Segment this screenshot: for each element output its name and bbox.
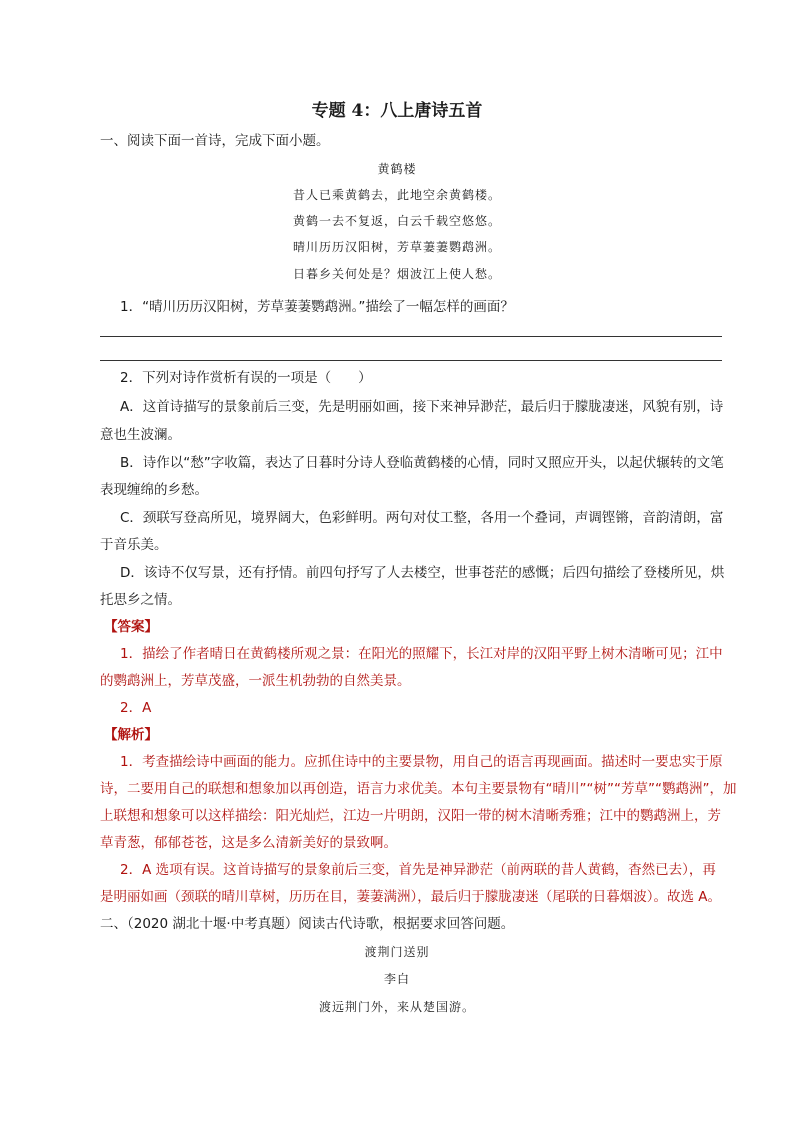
poem2-title: 渡荆门送别 bbox=[364, 945, 430, 959]
poem-line: 黄鹤一去不复返，白云千载空悠悠。 bbox=[292, 214, 501, 228]
answer-tag: 【答案】 bbox=[104, 619, 158, 635]
question-2: 2．下列对诗作赏析有误的一项是（ ） bbox=[120, 370, 372, 386]
poem-line: 日暮乡关何处是？烟波江上使人愁。 bbox=[292, 267, 501, 281]
option-b: B．诗作以“愁”字收篇，表达了日暮时分诗人登临黄鹤楼的心情，同时又照应开头，以起伏辗转的文笔 bbox=[120, 455, 724, 471]
analysis-1-line: 草青葱，郁郁苍苍，这是多么清新美好的景致啊。 bbox=[100, 835, 397, 851]
poem-title: 黄鹤楼 bbox=[377, 162, 417, 176]
analysis-2-line: 2．A 选项有误。这首诗描写的景象前后三变，首先是神异渺茫（前两联的昔人黄鹤，杳然已去），再 bbox=[120, 862, 716, 878]
question-1: 1．“晴川历历汉阳树，芳草萋萋鹦鹉洲。”描绘了一幅怎样的画面？ bbox=[120, 299, 514, 315]
answer-1: 1．描绘了作者晴日在黄鹤楼所观之景：在阳光的照耀下，长江对岸的汉阳平野上树木清晰可见；江中 bbox=[120, 646, 723, 662]
analysis-tag: 【解析】 bbox=[104, 727, 158, 743]
section2-intro: 二、（2020 湖北十堰·中考真题）阅读古代诗歌，根据要求回答问题。 bbox=[100, 916, 515, 932]
answer-1-cont: 的鹦鹉洲上，芳草茂盛，一派生机勃勃的自然美景。 bbox=[100, 673, 411, 689]
option-a: A．这首诗描写的景象前后三变，先是明丽如画，接下来神异渺茫，最后归于朦胧凄迷，风貌有别，诗 bbox=[120, 399, 724, 415]
poem2-author: 李白 bbox=[383, 972, 410, 986]
analysis-1-line: 1．考查描绘诗中画面的能力。应抓住诗中的主要景物，用自己的语言再现画面。描述时一要忠实于原 bbox=[120, 754, 723, 770]
option-d-cont: 托思乡之情。 bbox=[100, 592, 181, 608]
analysis-1-line: 上联想和想象可以这样描绘：阳光灿烂，江边一片明朗，汉阳一带的树木清晰秀雅；江中的鹦鹉洲上，芳 bbox=[100, 808, 721, 824]
poem2-line: 渡远荆门外，来从楚国游。 bbox=[318, 1000, 475, 1014]
answer-line bbox=[100, 336, 722, 337]
option-c-cont: 于音乐美。 bbox=[100, 537, 168, 553]
page-title: 专题 4：八上唐诗五首 bbox=[311, 101, 483, 121]
section1-intro: 一、阅读下面一首诗，完成下面小题。 bbox=[100, 133, 330, 149]
option-b-cont: 表现缠绵的乡愁。 bbox=[100, 482, 208, 498]
option-c: C．颈联写登高所见，境界阔大，色彩鲜明。两句对仗工整，各用一个叠词，声调铿锵，音韵清朗，富 bbox=[120, 510, 724, 526]
option-d: D．该诗不仅写景，还有抒情。前四句抒写了人去楼空，世事苍茫的感慨；后四句描绘了登楼所见，烘 bbox=[120, 565, 725, 581]
option-a-cont: 意也生波澜。 bbox=[100, 427, 181, 443]
answer-2: 2．A bbox=[120, 700, 152, 716]
poem-line: 昔人已乘黄鹤去，此地空余黄鹤楼。 bbox=[292, 188, 501, 202]
analysis-2-line: 是明丽如画（颈联的晴川草树，历历在目，萋萋满洲），最后归于朦胧凄迷（尾联的日暮烟波）。故选 A。 bbox=[100, 889, 722, 905]
answer-line bbox=[100, 360, 722, 361]
poem-line: 晴川历历汉阳树，芳草萋萋鹦鹉洲。 bbox=[292, 240, 501, 254]
analysis-1-line: 诗，二要用自己的联想和想象加以再创造，语言力求优美。本句主要景物有“晴川”“树”“芳草”“鹦鹉洲”，加 bbox=[100, 781, 737, 797]
